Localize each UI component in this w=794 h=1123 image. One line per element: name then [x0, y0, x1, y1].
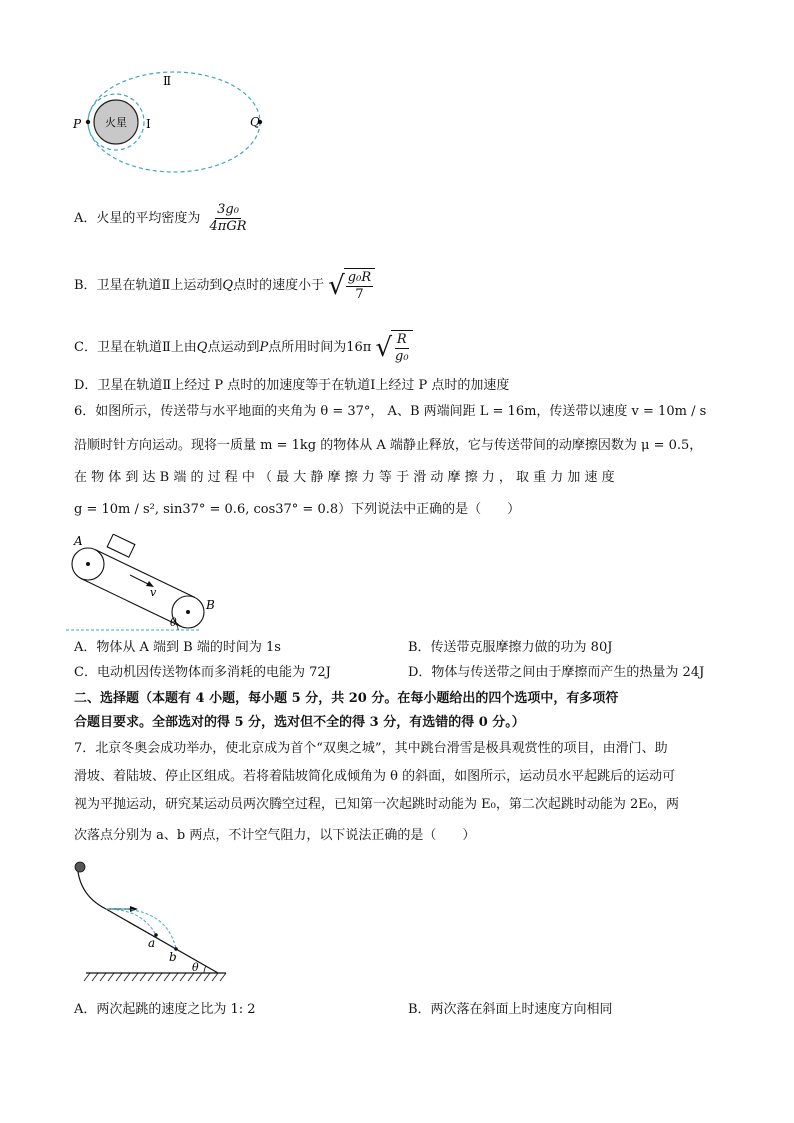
q5-c-rad-den: g₀: [395, 349, 409, 364]
q7-line-3: 视为平抛运动，研究某运动员两次腾空过程，已知第一次起跳时动能为 E₀，第二次起跳时动能为 2E₀，两: [74, 797, 679, 812]
landing-slope: [106, 909, 218, 973]
block-on-belt: [107, 534, 135, 557]
q5-a-numerator: 3g₀: [217, 202, 239, 217]
q6-option-a: A．物体从 A 端到 B 端的时间为 1s: [74, 640, 281, 655]
fig3-label-theta: θ: [192, 961, 199, 974]
q7-option-a: A．两次起跳的速度之比为 1: 2: [74, 1002, 256, 1017]
q5-b-prefix: B．卫星在轨道Ⅱ上运动到: [74, 278, 223, 293]
q7-line-4: 次落点分别为 a、b 两点，不计空气阻力，以下说法正确的是（ ）: [74, 828, 476, 843]
point-p-dot: [86, 120, 90, 124]
ground-hatching: [84, 973, 226, 981]
q5-a-denominator: 4πGR: [209, 219, 247, 234]
q5-a-fraction: [208, 202, 249, 235]
label-orbit-1: Ⅰ: [146, 117, 151, 131]
label-p: P: [73, 117, 82, 131]
fig3-label-b: b: [169, 950, 177, 964]
q5-b-q: Q: [222, 278, 234, 293]
q5-option-c: [74, 330, 413, 365]
q5-b-mid: 点时的速度小于: [233, 278, 325, 293]
mars-orbit-figure: [66, 70, 276, 200]
q6-line-3: 在 物 体 到 达 B 端 的 过 程 中 （ 最 大 静 摩 擦 力 等 于 滑 动 摩 擦 力 ， 取 重 力 加 速 度: [74, 470, 615, 485]
fig2-label-b: B: [206, 598, 215, 612]
q7-line-1: 7．北京冬奥会成功举办，使北京成为首个“双奥之城”，其中跳台滑雪是极具观赏性的项目，由滑门、助: [74, 741, 668, 756]
q6-line-1: 6．如图所示，传送带与水平地面的夹角为 θ = 37°， A、B 两端间距 L = 16m，传送带以速度 v = 10m / s: [74, 404, 707, 419]
q5-option-b: [74, 268, 375, 303]
q6-line-2: 沿顺时针方向运动。现将一质量 m = 1kg 的物体从 A 端静止释放，它与传送带间的动摩擦因数为 μ = 0.5，: [74, 438, 703, 453]
q5-c-mid2: 点所用时间为16π: [268, 340, 372, 355]
fig2-label-a: A: [74, 534, 83, 548]
velocity-arrow: [130, 575, 150, 585]
ramp-curve: [78, 872, 106, 909]
q5-c-q: Q: [196, 340, 208, 355]
belt-top: [95, 550, 195, 598]
q5-c-sqrt: √ $\frac{R}{\text{g₀}}$: [375, 330, 412, 365]
q5-a-text: A．火星的平均密度为: [74, 211, 201, 226]
q5-option-a: [74, 202, 252, 235]
q6-option-c: C．电动机因传送物体而多消耗的电能为 72J: [74, 665, 331, 680]
q6-line-4: g = 10m / s², sin37° = 0.6, cos37° = 0.8）下列说法中正确的是（ ）: [74, 502, 521, 517]
q5-b-sqrt: √ $\frac{\text{g₀R}}{7}$: [328, 268, 375, 303]
section-2-heading-2: 合题目要求。全部选对的得 5 分，选对但不全的得 3 分，有选错的得 0 分。）: [74, 715, 525, 730]
pulley-b-axle: [186, 610, 190, 614]
label-q: Q: [250, 115, 260, 129]
skier-ball: [75, 862, 85, 872]
q5-c-rad-num: R: [396, 332, 407, 347]
q5-c-prefix: C．卫星在轨道Ⅱ上由: [74, 340, 197, 355]
q5-b-rad-den: 7: [355, 287, 364, 302]
label-orbit-2: Ⅱ: [163, 74, 172, 88]
q6-option-b: B．传送带克服摩擦力做的功为 80J: [408, 640, 613, 655]
q5-c-mid: 点运动到: [207, 340, 260, 355]
q7-option-b: B．两次落在斜面上时速度方向相同: [408, 1002, 613, 1017]
q5-c-p: P: [259, 340, 269, 355]
pulley-a-axle: [86, 562, 90, 566]
fig2-label-theta: θ: [170, 616, 177, 629]
section-2-heading-1: 二、选择题（本题有 4 小题，每小题 5 分，共 20 分。在每小题给出的四个选项中，有多项符: [74, 691, 619, 706]
conveyor-figure: [66, 534, 236, 634]
q5-b-rad-num: g₀R: [347, 270, 372, 285]
q5-option-d: D．卫星在轨道Ⅱ上经过 P 点时的加速度等于在轨道Ⅰ上经过 P 点时的加速度: [74, 378, 510, 393]
q7-line-2: 滑坡、着陆坡、停止区组成。若将着陆坡简化成倾角为 θ 的斜面，如图所示，运动员水平起跳后的运动可: [74, 769, 676, 784]
q6-option-d: D．物体与传送带之间由于摩擦而产生的热量为 24J: [408, 665, 705, 680]
fig3-label-a: a: [148, 936, 156, 950]
fig3-angle-arc: [204, 966, 206, 973]
fig2-label-v: v: [150, 586, 157, 599]
ski-jump-figure: [66, 855, 236, 987]
belt-bottom: [81, 579, 181, 627]
label-planet: 火星: [105, 116, 127, 129]
